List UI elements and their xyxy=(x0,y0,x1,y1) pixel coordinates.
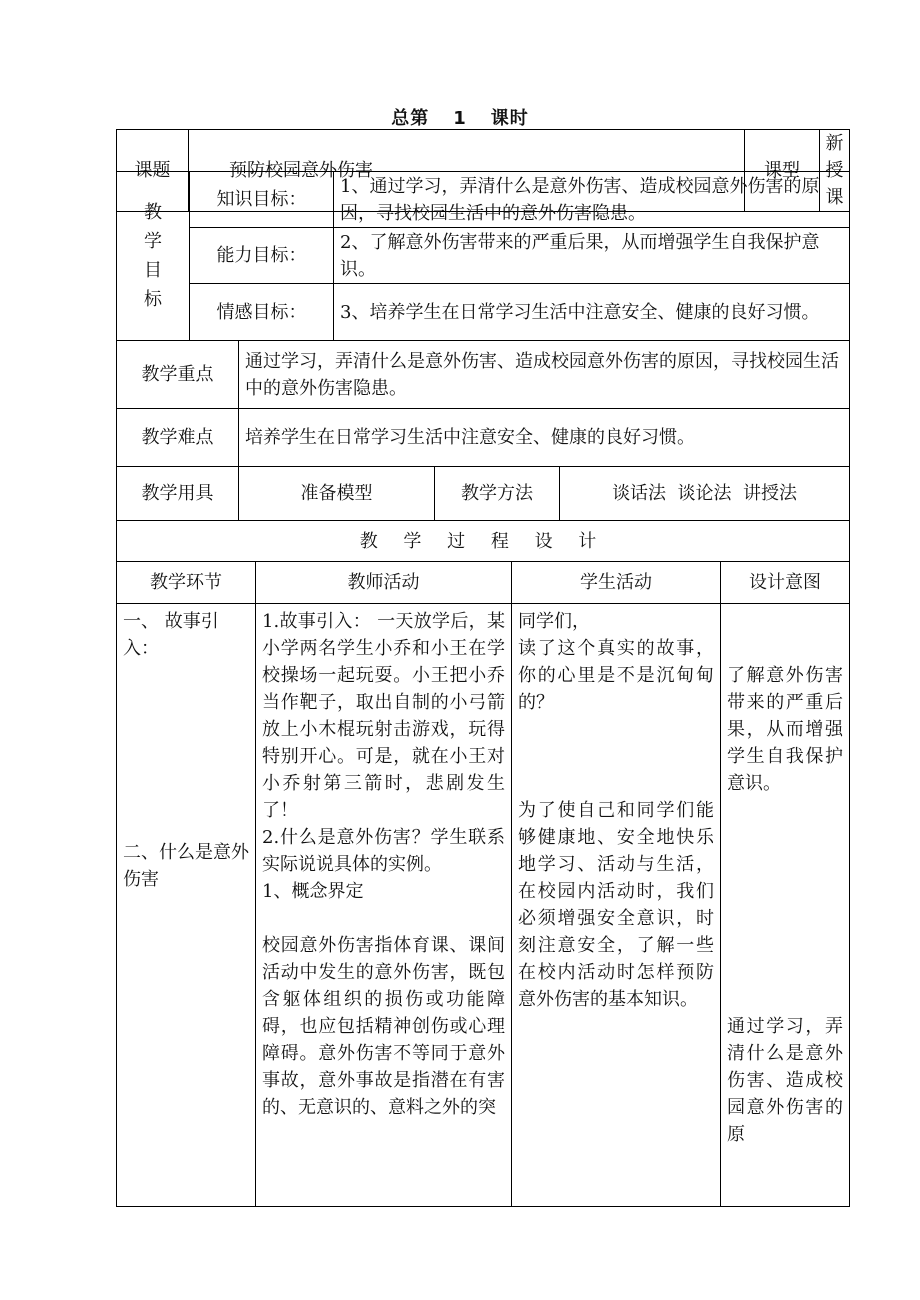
teacher-cell xyxy=(256,604,512,1207)
process-title: 教 学 过 程 设 计 xyxy=(117,521,850,562)
knowledge-label: 知识目标： xyxy=(190,172,334,228)
ability-text: 2、了解意外伤害带来的严重后果，从而增强学生自我保护意识。 xyxy=(334,228,850,284)
method-label: 教学方法 xyxy=(435,467,560,521)
header-teacher: 教师活动 xyxy=(256,562,512,604)
difficulty-text: 培养学生在日常学习生活中注意安全、健康的良好习惯。 xyxy=(239,409,850,467)
tools-value: 准备模型 xyxy=(239,467,435,521)
method-value: 谈话法 谈论法 讲授法 xyxy=(560,467,850,521)
objectives-label: 教 学 目 标 xyxy=(117,172,190,341)
topic-value: 预防校园意外伤害 xyxy=(189,130,745,212)
teacher-story: 1.故事引入： 一天放学后，某小学两名学生小乔和小王在学校操场一起玩耍。小王把小乔当作靶子，取出自制的小弓箭放上小木棍玩射击游戏，玩得特别开心。可是，就在小王对小乔射第三箭时，悲剧发生了！ xyxy=(262,611,505,821)
page-title xyxy=(0,104,920,130)
emotion-text: 3、培养学生在日常学习生活中注意安全、健康的良好习惯。 xyxy=(334,284,850,341)
intent-2: 通过学习，弄清什么是意外伤害、造成校园意外伤害的原 xyxy=(727,1016,843,1145)
objectives-table xyxy=(116,171,850,341)
stage-1: 一、 故事引入： xyxy=(123,611,219,659)
teaching-points-table xyxy=(116,340,850,562)
topic-label: 课题 xyxy=(117,130,189,212)
header-intent: 设计意图 xyxy=(721,562,850,604)
stage-2: 二、什么是意外伤害 xyxy=(123,842,249,890)
key-point-text: 通过学习，弄清什么是意外伤害、造成校园意外伤害的原因，寻找校园生活中的意外伤害隐患。 xyxy=(239,341,850,409)
teacher-concept-heading: 1、概念界定 xyxy=(262,881,364,902)
type-value: 新授课 xyxy=(820,130,850,212)
header-student: 学生活动 xyxy=(512,562,721,604)
type-label: 课型 xyxy=(745,130,820,212)
knowledge-text: 1、通过学习，弄清什么是意外伤害、造成校园意外伤害的原因，寻找校园生活中的意外伤害隐患。 xyxy=(334,172,850,228)
stage-cell xyxy=(117,604,256,1207)
difficulty-label: 教学难点 xyxy=(117,409,239,467)
intent-cell xyxy=(721,604,850,1207)
teacher-question: 2.什么是意外伤害？学生联系实际说说具体的实例。 xyxy=(262,827,505,875)
student-safety: 为了使自己和同学们能够健康地、安全地快乐地学习、活动与生活，在校园内活动时，我们必须增强安全意识，时刻注意安全，了解一些在校内活动时怎样预防意外伤害的基本知识。 xyxy=(518,800,714,1010)
teacher-concept-text: 校园意外伤害指体育课、课间活动中发生的意外伤害，既包含躯体组织的损伤或功能障碍，也应包括精神创伤或心理障碍。意外伤害不等同于意外事故，意外事故是指潜在有害的、无意识的、意料之外的突 xyxy=(262,935,505,1118)
title-number: 1 xyxy=(453,108,467,129)
title-suffix: 课时 xyxy=(490,108,529,129)
student-greeting: 同学们， xyxy=(518,611,590,632)
student-cell xyxy=(512,604,721,1207)
intent-1: 了解意外伤害带来的严重后果，从而增强学生自我保护意识。 xyxy=(727,665,843,794)
student-reflection: 读了这个真实的故事，你的心里是不是沉甸甸的？ xyxy=(518,638,714,713)
header-stage: 教学环节 xyxy=(117,562,256,604)
title-prefix: 总第 xyxy=(391,108,430,129)
process-table xyxy=(116,561,850,1207)
key-point-label: 教学重点 xyxy=(117,341,239,409)
ability-label: 能力目标： xyxy=(190,228,334,284)
emotion-label: 情感目标： xyxy=(190,284,334,341)
tools-label: 教学用具 xyxy=(117,467,239,521)
